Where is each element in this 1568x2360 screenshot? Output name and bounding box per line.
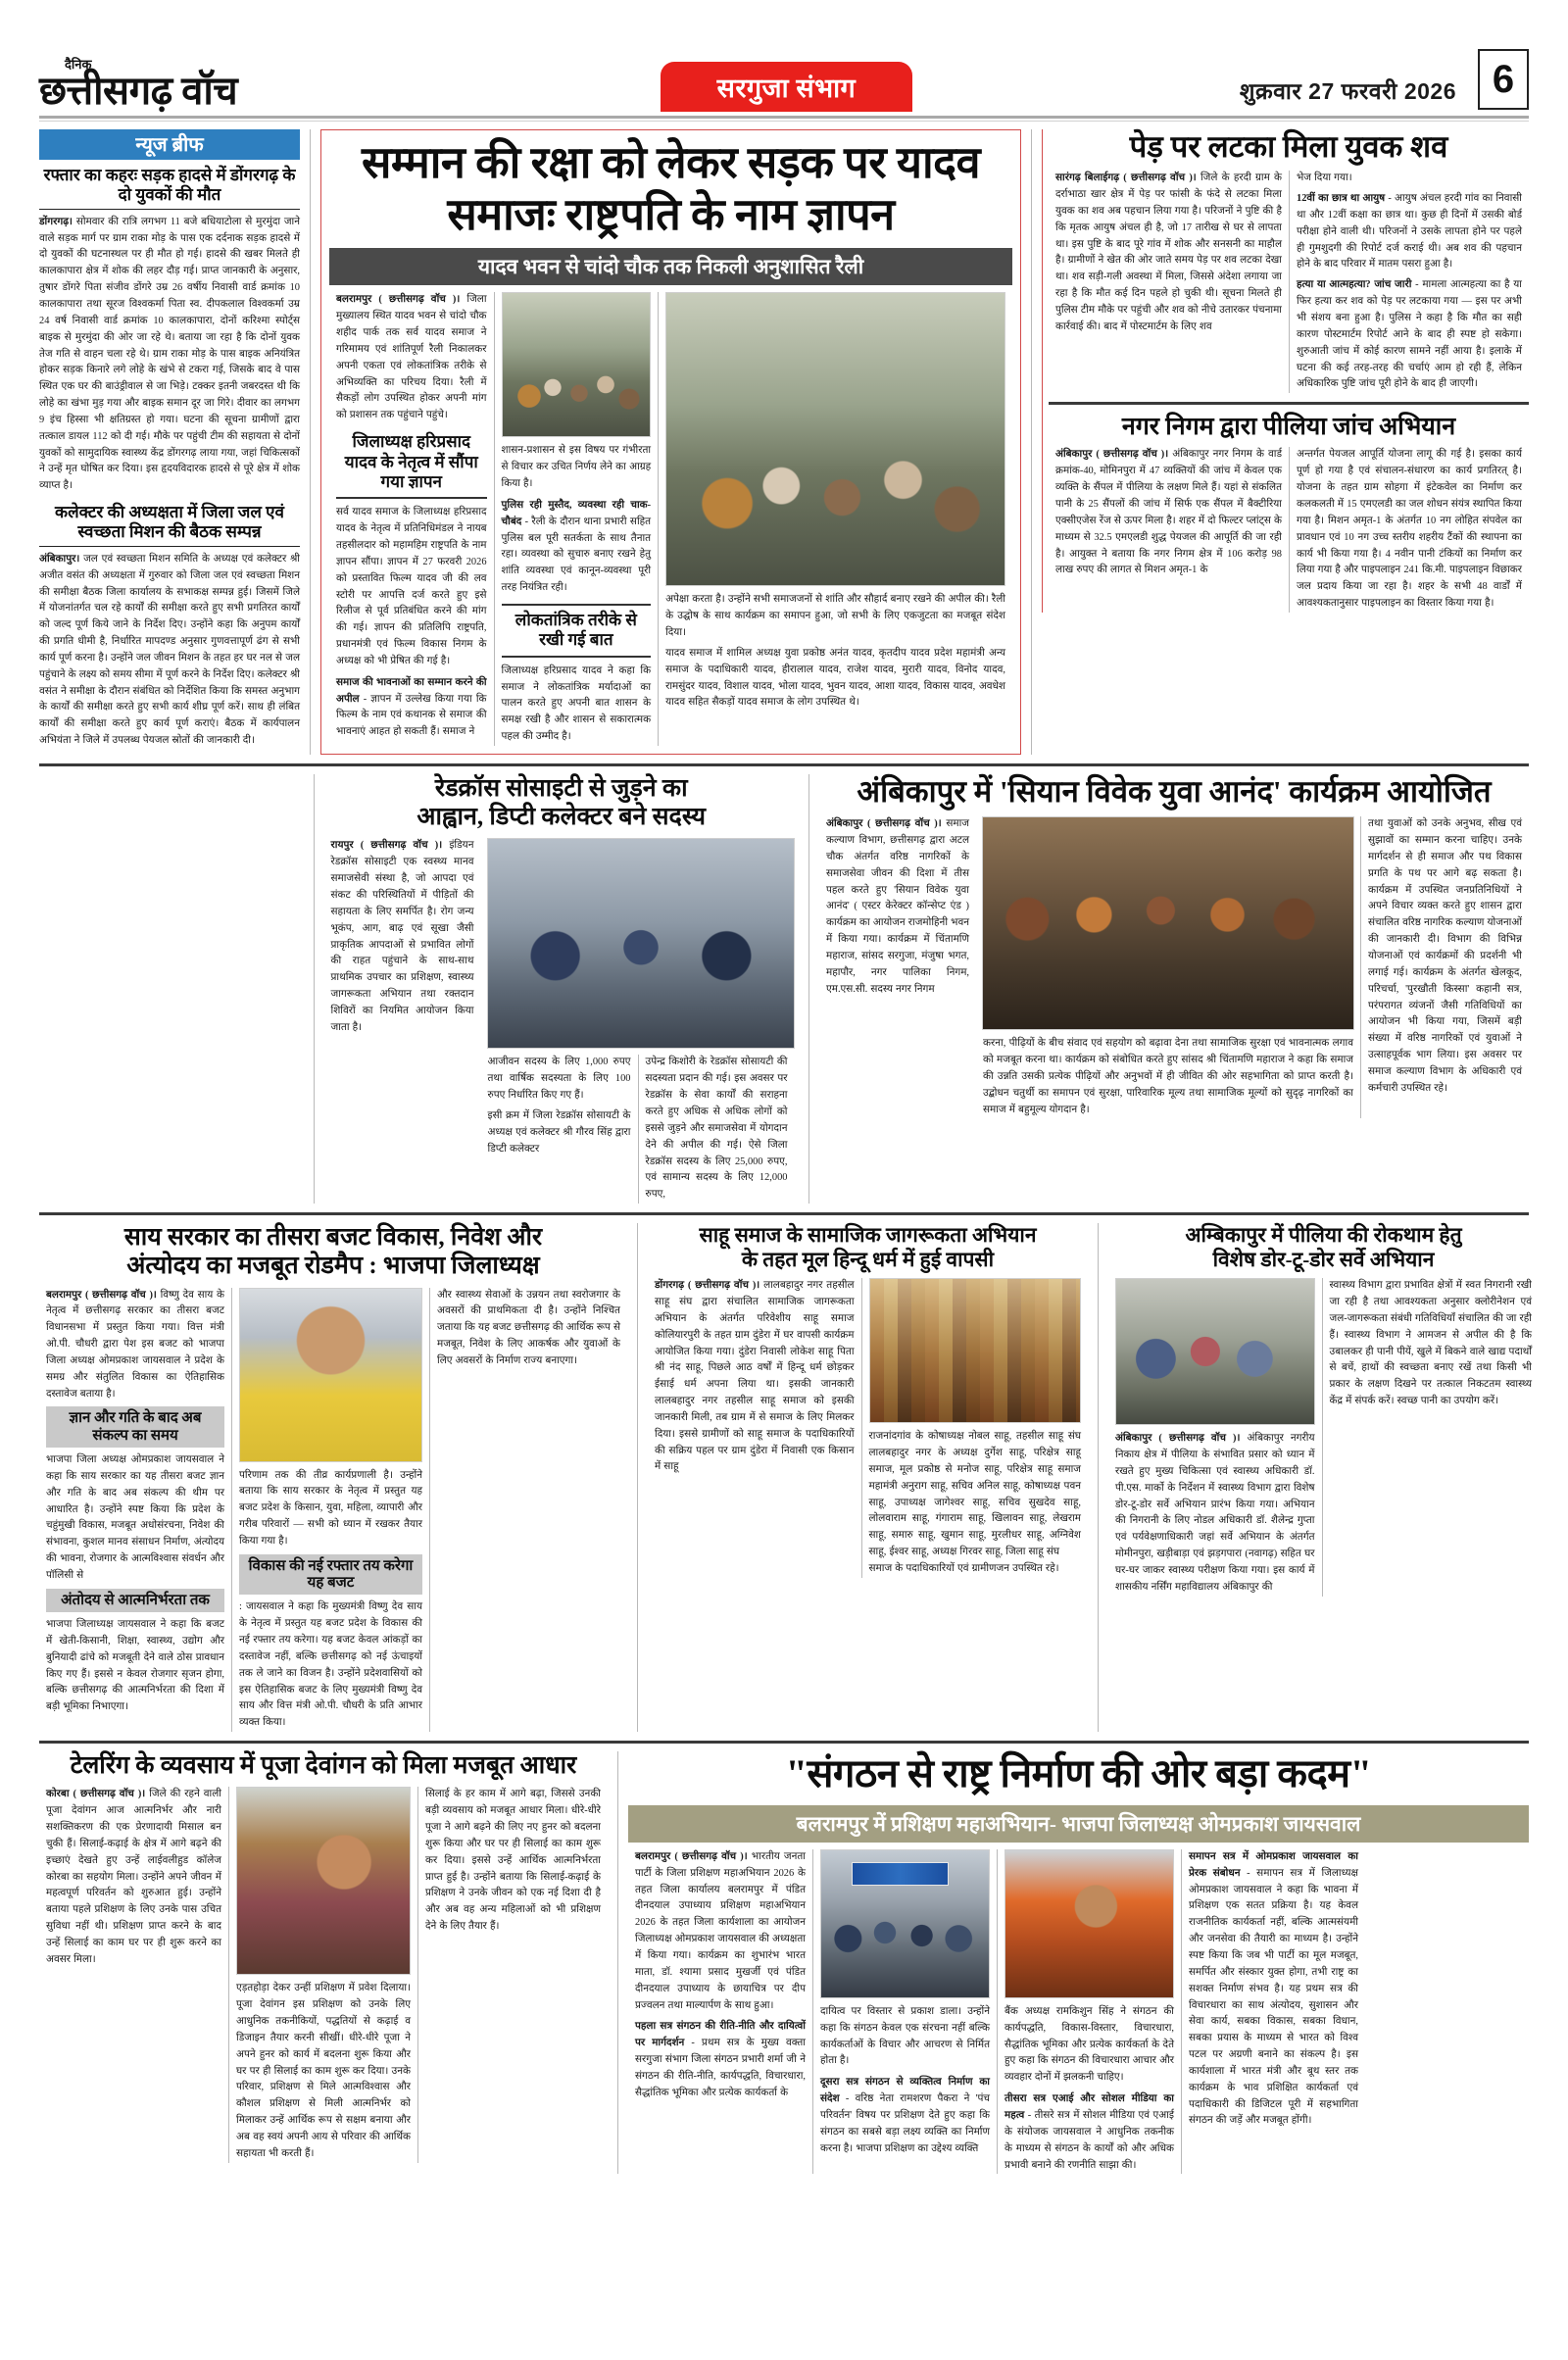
lead-col3-body2: यादव समाज में शामिल अध्यक्ष युवा प्रकोष्ठ अनंत यादव, कृतदीप यादव प्रदेश महामंत्री अन्य समाज के पदाधिकारी यादव, हीरालाल यादव, राजेश यादव, मुरारी यादव, विनोद यादव, रामसुंदर यादव, विशाल यादव, भोला यादव, भुवन यादव, आशा यादव, विकास यादव, अवधेश यादव सहित सैकड़ों यादव समाज के लोग उपस्थित थे।: [665, 647, 1005, 709]
training-col2-body: दायित्व पर विस्तार से प्रकाश डाला। उन्होंने कहा कि संगठन केवल एक संरचना नहीं बल्कि कार्यकर्ताओं के विचार और आचरण से निर्मित होता है।: [820, 2005, 990, 2067]
training-row: [628, 1849, 1529, 2174]
polio-col2-body: अन्तर्गत पेयजल आपूर्ति योजना लागू की गई है। इसका कार्य पूर्ण हो गया है एवं संचालन-संधारण का कार्य प्रगतिरत् है। योजना के तहत ग्राम सोहगा में इंटेकवेल का निर्माण कर कलकलती में 15 एमएलडी का जल शोधन संयंत्र स्थापित किया गया है। मिशन अमृत-1 के अंतर्गत 10 नग लोहित संपवेल का प्रावधान एवं 10 नग उच्च स्तरीय शहरीय टैंकों की स्थापना का कार्य भी किया गया है। 4 नवीन पानी टंकियों का निर्माण कर लिया गया है और पाइपलाइन 241 कि.मी. पाइपलाइन विछाकर जल प्रदाय किया जा रहा है। शहर के सभी 48 वार्डों में आवश्यकतानुसार पाइपलाइन का विस्तार किया गया है।: [1297, 449, 1522, 610]
training-photo-speaker: [1004, 1849, 1174, 1998]
training-col1-body: भारतीय जनता पार्टी के जिला प्रशिक्षण महाअभियान 2026 के तहत जिला कार्यालय बलरामपुर में पंडित दीनदयाल उपाध्याय प्रशिक्षण महाअभियान 2026 के तहत जिला कार्यशाला का आयोजन जिलाध्यक्ष ओमप्रकाश जायसवाल की अध्यक्षता में किया गया। कार्यक्रम का शुभारंभ भारत माता, डॉ. श्यामा प्रसाद मुखर्जी एवं पंडित दीनदयाल उपाध्याय के छायाचित्र पर दीप प्रज्वलन तथा माल्यार्पण के साथ हुआ।: [635, 1850, 806, 2011]
budget-box1-body: भाजपा जिला अध्यक्ष ओमप्रकाश जायसवाल ने कहा कि साय सरकार का यह तीसरा बजट ज्ञान और गति के बाद अब संकल्प की थीम पर आधारित है। उन्होंने स्पष्ट किया कि प्रदेश के चहुंमुखी विकास, मजबूत अधोसंरचना, निवेश की संभावना, कुशल मानव संसाधन निर्माण, अंत्योदय की भावना, रोजगार के आत्मविश्वास संवर्धन और पॉलिसी से: [46, 1453, 224, 1581]
training-subband: बलरामपुर में प्रशिक्षण महाअभियान- भाजपा जिलाध्यक्ष ओमप्रकाश जायसवाल: [628, 1805, 1529, 1843]
budget-box3-body: भाजपा जिलाध्यक्ष जायसवाल ने कहा कि बजट में खेती-किसानी, शिक्षा, स्वास्थ्य, उद्योग और बुनियादी ढांचे को मजबूती देने वाले ठोस प्रावधान किए गए हैं। इससे न केवल रोजगार सृजन होगा, बल्कि छत्तीसगढ़ की आत्मनिर्भरता की दिशा में बड़ी भूमिका निभाएगा।: [46, 1618, 224, 1713]
training-sub1-wrap: [635, 2019, 806, 2101]
block-bottom: [39, 1751, 1529, 2174]
lead-col-3: [658, 292, 1012, 746]
lead-photo-memorandum: [665, 292, 1005, 586]
lead-photo-rally: [502, 292, 652, 437]
section-tag: सरगुजा संभाग: [661, 62, 913, 112]
right-column: [1031, 129, 1529, 755]
sahu-col1-text: [655, 1278, 855, 1476]
tailoring-col1-body: जिले की रहने वाली पूजा देवांगन आज आत्मनिर्भर और नारी सशक्तिकरण की एक प्रेरणादायी मिसाल बन चुकी हैं। सिलाई-कढ़ाई के क्षेत्र में आगे बढ़ने की इच्छाएं देखते हुए उन्हें लाईवलीहुड कॉलेज कोरबा का सहयोग मिला। उन्होंने अपने जीवन में महत्वपूर्ण परिवर्तन को शुरुआत हुई। उन्होंने बताया पहले प्रशिक्षण के लिए उनके पास उचित सुविधा नहीं थी। प्रशिक्षण प्राप्त करने के बाद उन्हें सिलाई का काम घर पर ही शुरू करने का अवसर मिला।: [46, 1789, 221, 1965]
masthead-divider: [39, 116, 1529, 122]
siyan-col-1: [819, 816, 976, 1118]
redcross-dateline: रायपुर ( छत्तीसगढ़ वॉच )।: [330, 840, 443, 852]
logo-main-text: छत्तीसगढ़ वॉच: [39, 69, 238, 113]
brief-column-filler: [39, 774, 304, 791]
lead-dateline: बलरामपुर ( छत्तीसगढ़ वॉच )।: [336, 294, 461, 306]
redcross-col2-top: आजीवन सदस्य के लिए 1,000 रुपए तथा वार्षिक सदस्यता के लिए 100 रुपए निर्धारित किए गए हैं।: [487, 1057, 631, 1102]
lead-inset-1-body: सर्व यादव समाज के जिलाध्यक्ष हरिप्रसाद यादव के नेतृत्व में प्रतिनिधिमंडल ने नायब तहसीलदार को महामहिम राष्ट्रपति के नाम ज्ञापन सौंपा। ज्ञापन में 27 फरवरी 2026 को प्रस्तावित फिल्म यादव जी की लव स्टोरी पर आपत्ति दर्ज करते हुए इसे रिलीज से पूर्व प्रतिबंधित करने की मांग की गई। ज्ञापन की प्रतिलिपि राष्ट्रपति, प्रधानमंत्री एवं फिल्म विकास निगम के अध्यक्ष को भी प्रेषित की गई है।: [336, 507, 487, 666]
redcross-col1-body: इंडियन रेडक्रॉस सोसाइटी एक स्वस्थ्य मानव समाजसेवी संस्था है, जो आपदा एवं संकट की परिस्थितियों में पीड़ितों की सहायता के लिए समर्पित है। रोग जन्य भूकंप, आग, बाढ़ एवं सूखा जैसी प्राकृतिक आपदाओं से प्रभावित लोगों की राहत पहुंचाने के साथ-साथ प्राथमिक उपचार का प्रशिक्षण, स्वास्थ्य जागरूकता अभियान तथा रक्तदान शिविरों का नियमित आयोजन किया जाता है।: [330, 840, 474, 1033]
jaundice-row: [1108, 1278, 1539, 1596]
lead-col2-sub-wrap: [502, 498, 652, 597]
tree-col2-top: भेज दिया गया।: [1297, 172, 1352, 184]
training-sub2-body: - वरिष्ठ नेता रामशरण पैकरा ने 'पंच परिवर्तन' विषय पर प्रशिक्षण देते हुए कहा कि संगठन का सबसे बड़ा लक्ष्य व्यक्ति का निर्माण करना है। भाजपा प्रशिक्षण का उद्देश्य व्यक्ति: [820, 2093, 990, 2154]
siyan-dateline: अंबिकापुर ( छत्तीसगढ़ वॉच )।: [826, 818, 942, 830]
redcross-col-1: [324, 838, 481, 1204]
brief-story-2-body: [39, 552, 300, 750]
training-sub1-head: पहला सत्र संगठन की रीति-नीति और दायित्वों पर मार्गदर्शन: [635, 2021, 806, 2049]
lead-col1-text: [336, 292, 487, 424]
lead-story-column: [310, 129, 1021, 755]
budget-col2-body: परिणाम तक की तीव्र कार्यप्रणाली है। उन्होंने बताया कि साय सरकार के नेतृत्व में प्रस्तुत यह बजट प्रदेश के किसान, युवा, महिला, व्यापारी और गरीब परिवारों — सभी को ध्यान में रखकर तैयार किया गया है।: [239, 1469, 422, 1547]
block-top: [39, 129, 1529, 755]
budget-col1-body: विष्णु देव साय के नेतृत्व में छत्तीसगढ़ सरकार का तीसरा बजट विधानसभा में प्रस्तुत किया गया। वित्त मंत्री ओ.पी. चौधरी द्वारा पेश इस बजट को भाजपा जिला अध्यक्ष ओमप्रकाश जायसवाल ने प्रदेश के समग्र और संतुलित विकास का ऐतिहासिक दस्तावेज बताया है।: [46, 1289, 225, 1400]
lead-body-row: [329, 292, 1012, 746]
tree-col1-text: [1055, 171, 1282, 335]
tree-story-row: [1049, 171, 1529, 393]
training-headline[interactable]: "संगठन से राष्ट्र निर्माण की ओर बड़ा कदम": [785, 1751, 1372, 1796]
training-sub1-body: - प्रथम सत्र के मुख्य वक्ता सरगुजा संभाग जिला संगठन प्रभारी शर्मा जी ने संगठन की रीति-नीति, कार्यपद्धति, विचारधारा, सैद्धांतिक भूमिका और प्रत्येक कार्यकर्ता के: [635, 2038, 806, 2098]
budget-box3-head: अंतोदय से आत्मनिर्भरता तक: [46, 1589, 224, 1612]
jaundice-col2-top: स्वास्थ्य विभाग द्वारा प्रभावित क्षेत्रों में स्वत निगरानी रखी जा रही है तथा आवश्यकता अनुसार क्लोरीनेशन एवं जल-जागरूकता संबंधी गतिविधियाँ संचालित की जा रही हैं। स्वास्थ्य विभाग ने आमजन से अपील की है कि उबालकर ही पानी पीयें, खुले में बिकने वाले खाद्य पदार्थों से बचें, हाथों की स्वच्छता बनाए रखें तथा किसी भी प्रकार के लक्षण दिखने पर तत्काल निकटतम स्वास्थ्य केंद्र में संपर्क करें। स्वच्छ पानी का उपयोग करें।: [1329, 1280, 1532, 1407]
training-col-1: [628, 1849, 812, 2174]
news-brief-column: [39, 129, 300, 755]
siyan-col1-text: [826, 816, 969, 998]
budget-box2-body: : जायसवाल ने कहा कि मुख्यमंत्री विष्णु देव साय के नेतृत्व में प्रस्तुत यह बजट प्रदेश के विकास की नई रफ्तार तय करेगा। यह बजट केवल आंकड़ों का दस्तावेज नहीं, बल्कि छत्तीसगढ़ को नई ऊंचाइयों तक ले जाने का विजन है। उन्होंने प्रदेशवासियों को इस ऐतिहासिक बजट के लिए मुख्यमंत्री विष्णु देव साय और वित्त मंत्री ओ.पी. चौधरी के प्रति आभार व्यक्त किया।: [239, 1601, 422, 1729]
jaundice-col1-body: अंबिकापुर नगरीय निकाय क्षेत्र में पीलिया के संभावित प्रसार को ध्यान में रखते हुए मुख्य चिकित्सा एवं स्वास्थ्य अधिकारी डॉ. पी.एस. मार्को के निर्देशन में स्वास्थ्य विभाग द्वारा विशेष डोर-टू-डोर सर्वे अभियान प्रारंभ किया गया। अभियान की निगरानी के लिए नोडल अधिकारी डॉ. शैलेन्द्र गुप्ता एवं पर्यवेक्षणाधिकारी जहां सर्वे अभियान के अंतर्गत मोमीनपुरा, खड़ीबाड़ा एवं झड़गपारा (नवागढ़) सहित घर घर-घर जाकर स्वास्थ्य परीक्षण किया गया। इस कार्य में शासकीय नर्सिंग महाविद्यालय अंबिकापुर की: [1115, 1433, 1315, 1593]
brief-story-1-body: [39, 215, 300, 495]
tree-col1-body: जिले के हरदी ग्राम के दर्राभाठा खार क्षेत्र में पेड़ पर फांसी के फंदे से लटका मिला युवक का शव अब पहचान लिया गया है। परिजनों ने पुष्टि की है कि मृतक आयुष अंचल ही है, जो 17 तारीख से घर से लापता था। इस पुष्टि के बाद पूरे गांव में शोक और सनसनी का माहौल है। ग्रामीणों ने खेत की ओर जाते समय पेड़ पर शव लटका देखा था। शव सड़ी-गली अवस्था में मिला, जिससे अंदेशा लगाया जा रहा है कि मौत कई दिन पहले हो चुकी थी। सूचना मिलते ही पुलिस टीम मौके पर पहुंची और शव को नीचे उतारकर पंचनामा कार्रवाई की। बाद में पोस्टमार्टम के लिए शव: [1055, 172, 1282, 332]
budget-col1-text: [46, 1288, 224, 1403]
redcross-row: [324, 838, 800, 1204]
training-col-3: [997, 1849, 1181, 2174]
tree-story-headline[interactable]: पेड़ पर लटका मिला युवक शव: [1129, 129, 1448, 164]
tree-sub1-head: 12वीं का छात्र था आयुष: [1297, 193, 1386, 205]
lead-story-frame: [320, 129, 1021, 755]
polio-col-2: [1289, 447, 1529, 612]
tailoring-row: [39, 1787, 608, 2162]
redcross-lower-row: [481, 1055, 795, 1204]
lead-headline-line1[interactable]: सम्मान की रक्षा को लेकर सड़क पर यादव: [361, 138, 981, 187]
rule: [39, 209, 300, 210]
siyan-col1-body: समाज कल्याण विभाग, छत्तीसगढ़ द्वारा अटल चौक अंतर्गत वरिष्ठ नागरिकों के समाजसेवा जीवन की दिशा में तीस पहल करते हुए 'सियान विवेक युवा आनंद' ( एस्टर केरेक्टर कॉन्सेप्ट एंड ) कार्यक्रम का आयोजन राजमोहिनी भवन में किया गया। कार्यक्रम में चिंतामणि महाराज, सांसद सरगुजा, मंजुषा भगत, महापौर, नगर पालिका निगम, एम.एस.सी. सदस्य नगर निगम: [826, 818, 969, 995]
budget-box2-head: विकास की नई रफ्तार तय करेगा यह बजट: [239, 1554, 422, 1596]
lead-subband: यादव भवन से चांदो चौक तक निकली अनुशासित रैली: [329, 248, 1012, 285]
redcross-photo-col: [481, 838, 795, 1204]
jaundice-headline-line1[interactable]: अम्बिकापुर में पीलिया की रोकथाम हेतु: [1185, 1223, 1462, 1248]
budget-col3-tail: और स्वास्थ्य सेवाओं के उन्नयन तथा स्वरोजगार के अवसरों की प्राथमिकता दी है। उन्होंने निश्चित जताया कि यह बजट छत्तीसगढ़ की आर्थिक रूप से मजबूत, निवेश के लिए आकर्षक और युवाओं के लिए अवसरों के निर्माण राज्य बनाएगा।: [437, 1289, 620, 1366]
issue-date: शुक्रवार 27 फरवरी 2026: [1239, 78, 1456, 104]
lead-inset-1: [336, 432, 487, 741]
publication-logo[interactable]: [39, 58, 333, 112]
training-col-4: [1181, 1849, 1365, 2174]
tailoring-photo-pooja: [236, 1787, 411, 1975]
brief-story-1-dateline: डोंगरगढ़।: [39, 216, 73, 227]
budget-col-3: [429, 1288, 627, 1732]
training-col-2: [812, 1849, 997, 2174]
siyan-col-3: [1360, 816, 1529, 1118]
tailoring-headline[interactable]: टेलरिंग के व्यवसाय में पूजा देवांगन को मिला मजबूत आधार: [70, 1752, 577, 1780]
lead-col-1: [329, 292, 494, 746]
jaundice-headline-line2[interactable]: विशेष डोर-टू-डोर सर्वे अभियान: [1212, 1247, 1435, 1271]
budget-col-1: [39, 1288, 231, 1732]
siyan-column: [808, 774, 1529, 1204]
brief-story-2-text: जल एवं स्वच्छता मिशन समिति के अध्यक्ष एवं कलेक्टर श्री अजीत वसंत की अध्यक्षता में गुरुवार को जिला जल एवं स्वच्छता मिशन की समीक्षा बैठक जिला कार्यालय के सभाकक्ष सम्पन्न हुई। जिसमें जिले में योजनांतर्गत चल रहे कार्यों की समीक्षा करते हुए सभी प्रगतिरत कार्यों को जल्द पूर्ण किये जाने के निर्देश दिए। उन्होंने कहा कि अनुपम कार्यों की प्रगति धीमी है, निर्धारित मापदण्ड अनुसार गुणवत्तापूर्ण ढंग से सभी कार्य पूर्ण करना है। उन्होंने जल जीवन मिशन के तहत हर घर नल से जल पहुंचाने के लक्ष्य को समय सीमा में पूर्ण करने के निर्देश दिए। कलेक्टर श्री वसंत ने समीक्षा के दौरान संबंधित को निर्देशित किया कि समस्त अनुभाग के कार्यों की समीक्षा करते हुए सभी कार्य शीघ्र पूर्ण करें। साथ ही लंबित कार्यों की समीक्षा करते हुए कार्य पूर्ण कराएं। बैठक में कार्यपालन अभियंता ने जिले में उपलब्ध पेयजल स्रोतों की जानकारी दी।: [39, 553, 300, 747]
training-col3-body: बैंक अध्यक्ष रामकिशुन सिंह ने संगठन की कार्यपद्धति, विकास-विस्तार, विचारधारा, सैद्धांतिक भूमिका और प्रत्येक कार्यकर्ता के देते हुए कहा कि संगठन की विचारधारा आचार और व्यवहार दोनों में झलकनी चाहिए।: [1004, 2005, 1174, 2084]
tree-col-2: [1289, 171, 1529, 393]
logo-small-text: दैनिक: [65, 57, 92, 72]
brief-story-1-text: सोमवार की रात्रि लगभग 11 बजे बधियाटोला से मुरमुंदा जाने वाले सड़क मार्ग पर ग्राम राका मोड़ के पास एक दर्दनाक सड़क हादसे में दो युवकों की घटनास्थल पर ही मौत हो गई। हादसे की खबर मिलते ही कालकापारा क्षेत्र में शोक की लहर दौड़ गई। प्राप्त जानकारी के अनुसार, तुषार डोंगरे पिता संजीव डोंगरे उम्र 26 वर्षीय निवासी वार्ड क्रमांक 10 कालकापारा तथा सूरज विश्वकर्मा पिता स्व. दीपकलाल विश्वकर्मा उम्र 24 वर्ष निवासी वार्ड क्रमांक 10 कालकापारा, दोनों करिश्मा स्पोर्ट्स बाइक से मुरमुंदा की ओर जा रहे थे। बताया जा रहा है कि दोनों युवक तेज गति से वाहन चला रहे थे। ग्राम राका मोड़ के पास बाइक अनियंत्रित होकर सड़क किनारे लगे लोहे के खंभे से टकरा गई, जिसके बाद वे पास स्थित एक घर की बाउंड्रीवाल से जा भिड़े। टक्कर इतनी जबरदस्त थी कि लोहे का खंभा मुड़ गया और बाइक समान दूर जा गिरे। दीवार का लगभग 9 इंच हिस्सा भी क्षतिग्रस्त हो गया। घटना की सूचना ग्रामीणों द्वारा तत्काल डायल 112 को दी गई। मौके पर पहुंची टीम की सहायता से दोनों युवकों को सामुदायिक स्वास्थ्य केंद्र डोंगरगढ़ लाया गया, जहां चिकित्सकों ने उन्हें मृत घोषित कर दिया। इस हृदयविदारक हादसे से पूरे क्षेत्र में शोक व्याप्त है।: [39, 216, 301, 492]
rule: [1049, 402, 1529, 405]
training-col1-text: [635, 1849, 806, 2014]
lead-col2-sub-head: पुलिस रही मुस्तैद, व्यवस्था रही चाक-चौबंद: [501, 499, 652, 527]
jaundice-dateline: अंबिकापुर ( छत्तीसगढ़ वॉच )।: [1115, 1433, 1241, 1445]
budget-box1-head: ज्ञान और गति के बाद अब संकल्प का समय: [46, 1406, 224, 1448]
sahu-col-1: [648, 1278, 861, 1578]
brief-continued-column: [39, 774, 304, 1204]
tailoring-col-1: [39, 1787, 228, 2162]
sahu-row: [648, 1278, 1088, 1578]
jaundice-col-1: [1108, 1278, 1322, 1596]
block-third: [39, 1223, 1532, 1732]
lead-col2-sub2-head: लोकतांत्रिक तरीके से रखी गई बात: [502, 604, 652, 658]
lead-col-2: [494, 292, 659, 746]
tree-col-1: [1049, 171, 1289, 393]
tree-sub1-body: - आयुष अंचल हरदी गांव का निवासी था और 12वीं कक्षा का छात्र था। कुछ ही दिनों में उसकी बोर्ड परीक्षा होने वाली थी। परिजनों ने उसके लापता होने पर पहले ही गुमशुदगी की रिपोर्ट दर्ज कराई थी। अब शव की पहचान होने के बाद परिवार में मातम पसरा हुआ है।: [1297, 193, 1522, 270]
lead-col3-body: अपेक्षा करता है। उन्होंने सभी समाजजनों से शांति और सौहार्द बनाए रखने की अपील की। रैली के उद्घोष के साथ कार्यक्रम का समापन हुआ, जो सभी के लिए एकजुटता का मजबूत संदेश दिया।: [665, 594, 1005, 639]
jaundice-photo-survey: [1115, 1278, 1315, 1425]
lead-col2-sub-body: - रैली के दौरान थाना प्रभारी सहित पुलिस बल पूरी सतर्कता के साथ तैनात रहा। व्यवस्था को सुचारु बनाए रखने हेतु शांति व्यवस्था एवं कानून-व्यवस्था पूरी तरह नियंत्रित रही।: [501, 516, 652, 594]
tree-sub2-body: - मामला आत्महत्या का है या फिर हत्या कर शव को पेड़ पर लटकाया गया — इस पर अभी भी संशय बना हुआ है। पुलिस ने कहा है कि मौत का सही कारण पोस्टमार्टम रिपोर्ट आने के बाद ही स्पष्ट हो सकेगा। शुरुआती जांच में कोई कारण सामने नहीं आया है। इलाके में घटना की कई तरह-तरह की चर्चाएं आम हो रही हैं, लेकिन अधिकारिक पुष्टि जांच पूरी होने के बाद ही जाएगी।: [1297, 279, 1522, 390]
budget-headline-line2[interactable]: अंत्योदय का मजबूत रोडमैप : भाजपा जिलाध्यक्ष: [126, 1253, 540, 1280]
tailoring-col3-body: सिलाई के हर काम में आगे बढ़ा, जिससे उनकी बड़ी व्यवसाय को मजबूत आधार मिला। धीरे-धीरे पूजा ने आगे बढ़ने की लिए नए हुनर को बदलना शुरू किया और घर पर ही सिलाई का काम शुरू कर दिया। इससे उन्हें आर्थिक आत्मनिर्भरता प्राप्त हुई है। उन्होंने बताया कि सिलाई-कढ़ाई के प्रशिक्षण ने उनके जीवन को एक नई दिशा दी है और अब वह अन्य महिलाओं को भी प्रशिक्षण देने के लिए तैयार हैं।: [425, 1789, 601, 1933]
budget-col-2: [231, 1288, 429, 1732]
training-photo-workshop: [820, 1849, 990, 1998]
training-col4-head: समापन सत्र में ओमप्रकाश जायसवाल का प्रेरक संबोधन: [1189, 1850, 1358, 1879]
lead-headline-line2[interactable]: समाजः राष्ट्रपति के नाम ज्ञापन: [447, 189, 895, 239]
polio-story-headline[interactable]: नगर निगम द्वारा पीलिया जांच अभियान: [1121, 414, 1456, 441]
redcross-col-2: [481, 1055, 638, 1204]
training-column: [617, 1751, 1529, 2174]
tailoring-col2-body: एड़तहोड़ा देकर उन्हीं प्रशिक्षण में प्रवेश दिलाया। पूजा देवांगन इस प्रशिक्षण को उनके लिए आधुनिक तकनीकियों, पद्धतियों से कढ़ाई व डिजाइन तैयार करनी सीखीं। धीरे-धीरे पूजा ने अपने हुनर को कार्य में बदलना शुरू किया और घर पर ही सिलाई का काम शुरू कर दिया। उनके परिवार, प्रशिक्षण से मिले आत्मविश्वास और कौशल प्रशिक्षण से मिली आत्मनिर्भर को मिलाकर उन्हें आर्थिक रूप से सक्षम बनाया और अब वह स्वयं अपनी आय से परिवार की आर्थिक सहायता भी करती हैं।: [236, 1983, 411, 2159]
news-brief-band: न्यूज ब्रीफ: [39, 129, 300, 160]
siyan-headline[interactable]: अंबिकापुर में 'सियान विवेक युवा आनंद' कार्यक्रम आयोजित: [857, 773, 1492, 809]
tailoring-col-3: [417, 1787, 608, 2162]
jaundice-col1-text: [1115, 1431, 1315, 1596]
tailoring-column: [39, 1751, 608, 2174]
sahu-photo-ceremony: [869, 1278, 1081, 1423]
siyan-col2-body: करना, पीढ़ियों के बीच संवाद एवं सहयोग को बढ़ावा देना तथा सामाजिक सुरक्षा एवं भावनात्मक लगाव को मजबूत करना था। कार्यक्रम को संबोधित करते हुए सांसद श्री चिंतामणि महाराज ने कहा कि समाज की उन्नति उसकी प्रत्येक पीढ़ियों और अनुभवों में ही जीवित की ओर सहभागिता को प्राप्त करती है। उद्बोधन चतुर्थी का समापन एवं सुरक्षा, पारिवारिक मूल्य तथा सामाजिक मूल्यों को सुदृढ़ नागरिकों का समाज में बहुमूल्य योगदान है।: [983, 1038, 1353, 1115]
lead-inset-1-heading: जिलाध्यक्ष हरिप्रसाद यादव के नेतृत्व में सौंपा गया ज्ञापन: [336, 432, 487, 499]
section-tag-container: [333, 62, 1240, 112]
training-sub2-head: दूसरा सत्र संगठन से व्यक्तित्व निर्माण का संदेश: [820, 2077, 990, 2105]
tree-sub2-wrap: [1297, 277, 1522, 393]
siyan-row: [819, 816, 1529, 1118]
sahu-col-2: [861, 1278, 1088, 1578]
masthead: [39, 22, 1529, 112]
sahu-dateline: डोंगरगढ़ ( छत्तीसगढ़ वॉच )।: [655, 1280, 760, 1292]
redcross-headline-line1[interactable]: रेडक्रॉस सोसाइटी से जुड़ने का: [434, 774, 688, 802]
sahu-col2-body: राजनांदगांव के कोषाध्यक्ष नोबल साहू, तहसील साहू संघ लालबहादुर नगर के अध्यक्ष दुर्गेश साहू, परिक्षेत्र साहू समाज, मूल प्रकोष्ठ से मनोज साहू, परिक्षेत्र साहू समाज महामंत्री अनुराग साहू, सचिव अनिल साहू, कोषाध्यक्ष पवन साहू, उपाध्यक्ष जागेश्वर साहू, सचिव सुखदेव साहू, लोलवाराम साहू, गंगाराम साहू, खिलावन साहू, लेखराम साहू, समारु साहू, खुमान साहू, मुरलीधर साहू, अग्निवेश साहू, ईश्वर साहू, अध्यक्ष गिरवर साहू, जिला साहू संघ: [868, 1431, 1081, 1558]
polio-col1-text: [1055, 447, 1282, 579]
polio-col-1: [1049, 447, 1289, 612]
training-col4-wrap: [1189, 1849, 1358, 2130]
tailoring-dateline: कोरबा ( छत्तीसगढ़ वॉच )।: [46, 1789, 146, 1800]
brief-story-2-dateline: अंबिकापुर।: [39, 553, 80, 565]
right-frame: [1042, 129, 1529, 613]
tree-sub1-wrap: [1297, 191, 1522, 273]
polio-story-row: [1049, 447, 1529, 612]
lead-col2-top: शासन-प्रशासन से इस विषय पर गंभीरता से विचार कर उचित निर्णय लेने का आग्रह किया है।: [501, 445, 652, 490]
training-dateline: बलरामपुर ( छत्तीसगढ़ वॉच )।: [635, 1850, 748, 1862]
tailoring-col1-text: [46, 1787, 221, 1968]
tree-dateline: सारंगढ़ बिलाईगढ़ ( छत्तीसगढ़ वॉच )।: [1055, 172, 1197, 184]
redcross-col2-mid: इसी क्रम में जिला रेडक्रॉस सोसायटी के अध्यक्ष एवं कलेक्टर श्री गौरव सिंह द्वारा डिप्टी कलेक्टर: [487, 1110, 631, 1155]
training-sub3-wrap: [1004, 2091, 1174, 2174]
training-col4-body: - समापन सत्र में जिलाध्यक्ष ओमप्रकाश जायसवाल ने कहा कि भावना में प्रशिक्षण एक सतत प्रक्रिया है। यह केवल राजनीतिक कार्यकर्ता नहीं, बल्कि आत्मसंयमी और जनसेवा की तैयारी का माध्यम है। उन्होंने स्पष्ट किया कि जब भी पार्टी का मूल मजबूत, समर्पित और संस्कार युक्त होगा, तभी राष्ट्र का सशक्त निर्माण संभव है। यह प्रथम सत्र की विचारधारा का साथ अंत्योदय, सुशासन और सेवा कार्य, सबका विकास, सबका विधान, सबका प्रयास के माध्यम से भारत को विश्व पटल पर अग्रणी बनाने का संकल्प है। इस कार्यशाला में भारत मंत्री और बूथ स्तर तक कार्यक्रम के भाव प्रशिक्षित कार्यकर्ता एवं पदाधिकारी की डिजिटल पूरी में सहभागिता संगठन की जड़ें और मजबूत होंगी।: [1189, 1867, 1358, 2127]
budget-headline-line1[interactable]: साय सरकार का तीसरा बजट विकास, निवेश और: [123, 1224, 543, 1252]
siyan-col3-body: तथा युवाओं को उनके अनुभव, सीख एवं सुझावों का सम्मान करना चाहिए। उनके मार्गदर्शन से ही समाज और पथ विकास प्रगति के पथ पर आगे बढ़ सकता है। कार्यक्रम में उपस्थित जनप्रतिनिधियों ने अपने विचार व्यक्त करते हुए शासन द्वारा संचालित वरिष्ठ नागरिक कल्याण योजनाओं की जानकारी दी। विभाग की विभिन्न योजनाओं एवं कार्यक्रमों की प्रदर्शनी भी लगाई गई। कार्यक्रम के अंतर्गत खेलकूद, परिचर्चा, 'पुरखौती किस्सा' कहानी सत्र, परंपरागत व्यंजनों जैसी गतिविधियों का आयोजन भी किया गया, जिसमें बड़ी संख्या में वरिष्ठ नागरिकों एवं युवाओं ने उत्साहपूर्वक भाग लिया। इस अवसर पर समाज कल्याण विभाग के अधिकारी एवं कर्मचारी उपस्थित रहे।: [1368, 818, 1522, 1094]
lead-col2-sub2-body: जिलाध्यक्ष हरिप्रसाद यादव ने कहा कि समाज ने लोकतांत्रिक मर्यादाओं का पालन करते हुए अपनी बात शासन के समक्ष रखी है और शासन से सकारात्मक पहल की उम्मीद है।: [501, 664, 652, 743]
siyan-photo-event: [982, 816, 1354, 1030]
budget-dateline: बलरामपुर ( छत्तीसगढ़ वॉच )।: [46, 1289, 157, 1301]
brief-story-2-headline[interactable]: कलेक्टर की अध्यक्षता में जिला जल एवं स्वच्छता मिशन की बैठक सम्पन्न: [55, 503, 284, 541]
lead-inset-1-sub-wrap: [336, 675, 487, 741]
sahu-col2-tail: समाज के पदाधिकारियों एवं ग्रामीणजन उपस्थित रहे।: [868, 1562, 1059, 1574]
redcross-column: [314, 774, 800, 1204]
section-divider-3: [39, 1741, 1529, 1744]
section-divider-2: [39, 1212, 1529, 1215]
tailoring-col-2: [228, 1787, 417, 2162]
training-sub3-body: - तीसरे सत्र में सोशल मीडिया एवं एआई के संयोजक जायसवाल ने आधुनिक तकनीक के माध्यम से संगठन के कार्यों को और अधिक प्रभावी बनाने की रणनीति साझा की।: [1004, 2109, 1174, 2171]
redcross-headline-line2[interactable]: आह्वान, डिप्टी कलेक्टर बने सदस्य: [416, 804, 707, 831]
polio-dateline: अंबिकापुर ( छत्तीसगढ़ वॉच )।: [1055, 449, 1169, 461]
tree-sub2-head: हत्या या आत्महत्या? जांच जारी: [1297, 279, 1412, 291]
page-content: [39, 129, 1532, 2174]
training-banner-strip: [852, 1862, 949, 1886]
rule: [39, 546, 300, 547]
page-number: 6: [1478, 49, 1529, 110]
section-divider-1: [39, 763, 1529, 766]
lead-inset-1-sub-body: - ज्ञापन में उल्लेख किया गया कि फिल्म के नाम एवं कथानक से समाज की भावनाएं आहत हो सकती हैं। समाज ने: [336, 693, 487, 738]
budget-column: [39, 1223, 627, 1732]
training-sub3-head: तीसरा सत्र एआई और सोशल मीडिया का महत्व: [1004, 2093, 1174, 2121]
redcross-col1-text: [331, 838, 474, 1036]
redcross-col-3: [638, 1055, 795, 1204]
lead-inset-1-sub-head: समाज की भावनाओं का सम्मान करने की अपील: [336, 676, 487, 705]
lead-para1: जिला मुख्यालय स्थित यादव भवन से चांदो चौक शहीद पार्क तक सर्व यादव समाज ने गरिमामय एवं शांतिपूर्ण रैली निकालकर अपनी एकता एवं लोकतांत्रिक तरीके से अभिव्यक्ति का परिचय दिया। रैली में सैकड़ों लोग उपस्थित होकर अपनी मांग को प्रशासन तक पहुंचाने पहुंचे।: [336, 294, 487, 421]
brief-story-1-headline[interactable]: रफ्तार का कहरः सड़क हादसे में डोंगरगढ़ के दो युवकों की मौत: [43, 166, 296, 204]
budget-photo-district-president: [239, 1288, 422, 1462]
sahu-headline-line2[interactable]: के तहत मूल हिन्दू धर्म में हुई वापसी: [741, 1247, 995, 1271]
sahu-headline-line1[interactable]: साहू समाज के सामाजिक जागरूकता अभियान: [699, 1223, 1037, 1248]
budget-row: [39, 1288, 627, 1732]
polio-col1-body: अंबिकापुर नगर निगम के वार्ड क्रमांक-40, मोमिनपुरा में 47 व्यक्तियों की जांच में केवल एक व्यक्ति के सैंपल में पीलिया के लक्षण मिले हैं। यहां से संकलित पानी के 25 सैंपलों की जांच में सिर्फ एक सैंपल में बैक्टीरिया एक्सीएजेस रेंज से ऊपर मिला है। शहर में दो फिल्टर प्लांट्स के माध्यम से 32.5 एमएलडी शुद्ध पेयजल की आपूर्ति की जा रही है। आयुक्त ने बताया कि नगर निगम क्षेत्र में 106 करोड़ 98 लाख रुपए की लागत से मिशन अमृत-1 के: [1055, 449, 1283, 576]
redcross-photo-membership: [487, 838, 795, 1049]
siyan-photo-col: [976, 816, 1360, 1118]
training-sub2-wrap: [820, 2075, 990, 2157]
jaundice-col-2: [1322, 1278, 1540, 1596]
sahu-column: [637, 1223, 1088, 1732]
block-middle: [39, 774, 1529, 1204]
redcross-col3-body: उपेन्द्र किशोरी के रेडक्रॉस सोसायटी की सदस्यता प्रदान की गई। इस अवसर पर रेडक्रॉस के सेवा कार्यों की सराहना करते हुए अधिक से अधिक लोगों को इससे जुड़ने और समाजसेवा में योगदान देने की अपील की गई। ऐसे जिला रेडक्रॉस सदस्य के लिए 25,000 रुपए, एवं सामान्य सदस्य के लिए 12,000 रुपए,: [645, 1057, 788, 1201]
sahu-col1-body: लालबहादुर नगर तहसील साहू संघ द्वारा संचालित सामाजिक जागरूकता अभियान के अंतर्गत परिवेशीय साहू समाज कोलियारपुरी के तहत ग्राम दुंडेरा में घर वापसी कार्यक्रम आयोजित किया गया। दुंडेरा निवासी लोकेश साहू पिता श्री नंद साहू, पिछले आठ वर्षों में हिन्दू धर्म छोड़कर ईसाई धर्म अपना लिया था। इसकी जानकारी लालबहादुर नगर तहसील साहू समाज को इसकी जानकारी मिली, तब ग्राम में से समाज के लिए मिलकर दिया। इससे ग्रामीणों को साहू समाज के पदाधिकारियों की सक्रिय पहल पर ग्राम दुंडेरा में निवासी एक किसान में साहू: [655, 1280, 855, 1473]
jaundice-column: [1098, 1223, 1539, 1732]
